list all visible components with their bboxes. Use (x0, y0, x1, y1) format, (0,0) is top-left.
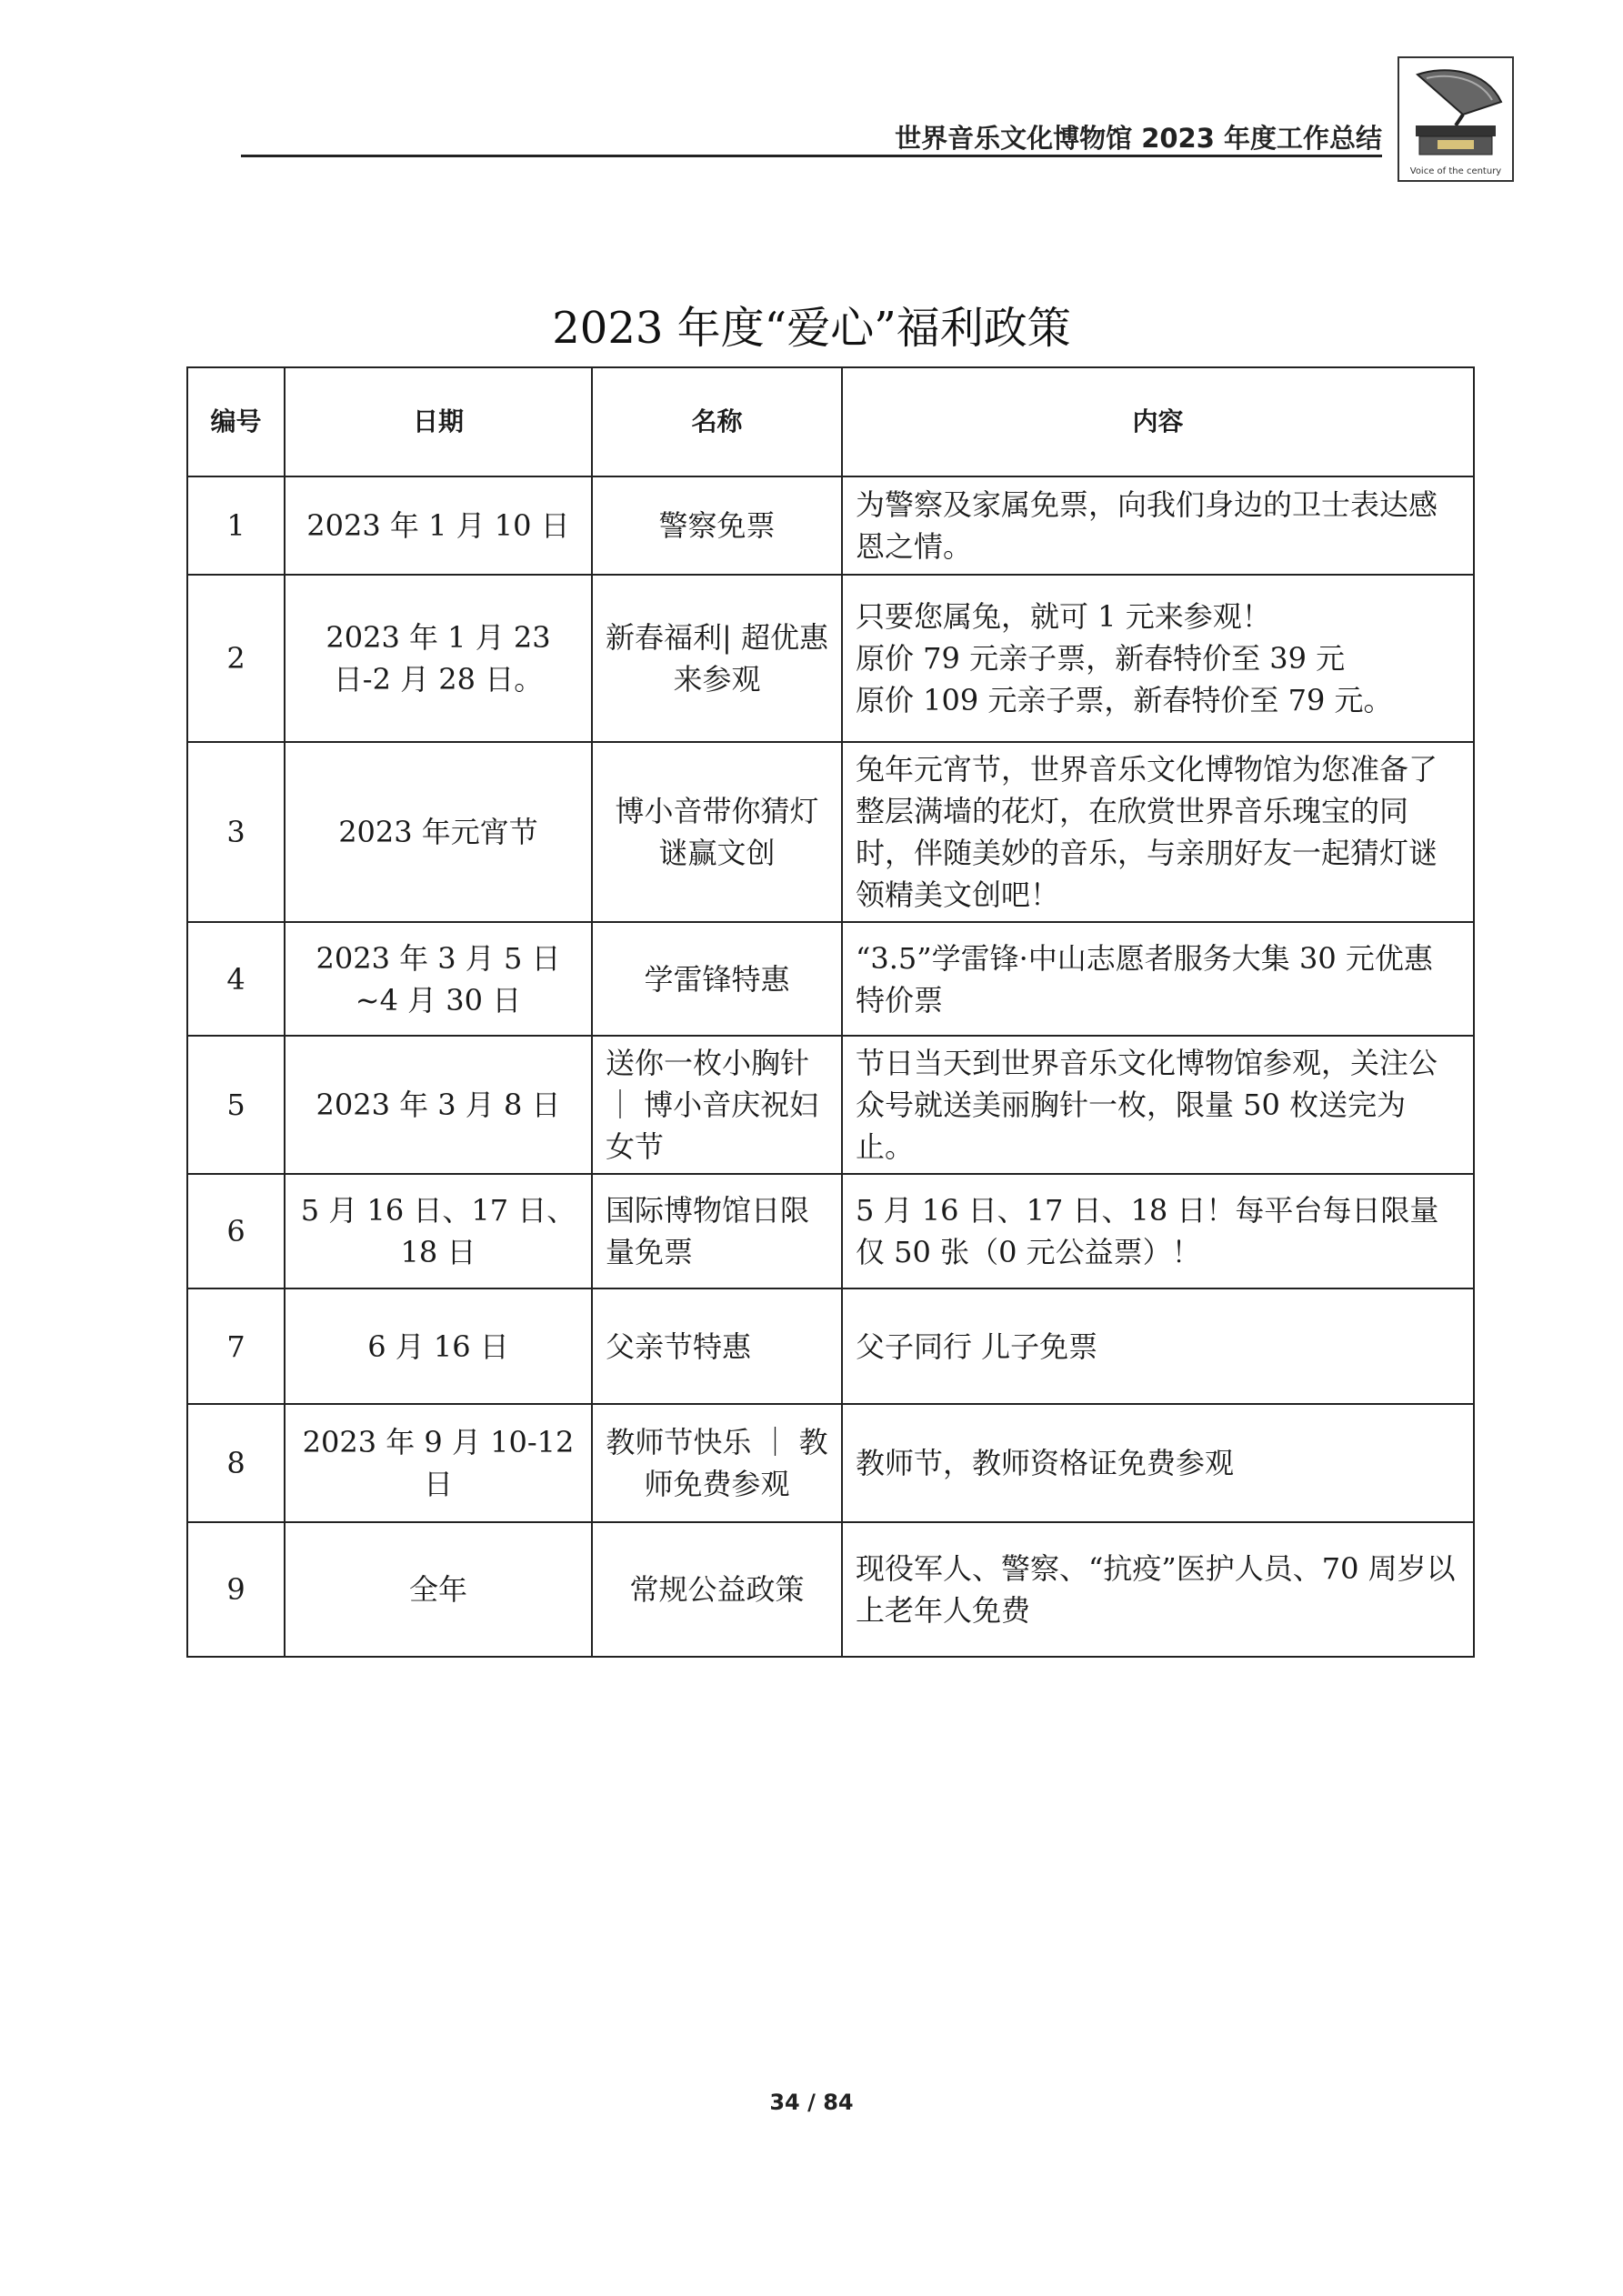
row-content: 兔年元宵节，世界音乐文化博物馆为您准备了整层满墙的花灯，在欣赏世界音乐瑰宝的同时，伴随美妙的音乐，与亲朋好友一起猜灯谜领精美文创吧！ (842, 742, 1474, 922)
row-name: 常规公益政策 (592, 1522, 842, 1657)
row-name: 博小音带你猜灯谜赢文创 (592, 742, 842, 922)
table-row (187, 476, 1474, 575)
column-header-number: 编号 (187, 367, 285, 476)
page-number: 34 / 84 (769, 2090, 854, 2115)
row-number: 8 (187, 1404, 285, 1522)
column-header-date: 日期 (285, 367, 592, 476)
row-number: 4 (187, 922, 285, 1036)
document-title: 2023 年度“爱心”福利政策 (552, 303, 1071, 354)
row-name: 学雷锋特惠 (592, 922, 842, 1036)
row-date: 5 月 16 日、17 日、18 日 (285, 1174, 592, 1288)
column-header-content: 内容 (842, 367, 1474, 476)
row-content: 5 月 16 日、17 日、18 日！每平台每日限量仅 50 张（0 元公益票）！ (842, 1174, 1474, 1288)
row-date: 2023 年 9 月 10-12 日 (285, 1404, 592, 1522)
row-name: 警察免票 (592, 476, 842, 575)
row-name: 新春福利| 超优惠来参观 (592, 575, 842, 742)
row-date: 6 月 16 日 (285, 1288, 592, 1404)
table-row (187, 742, 1474, 922)
row-name: 教师节快乐 ｜ 教师免费参观 (592, 1404, 842, 1522)
row-number: 6 (187, 1174, 285, 1288)
row-date: 2023 年元宵节 (285, 742, 592, 922)
gramophone-icon (1399, 58, 1512, 160)
row-content: 只要您属兔，就可 1 元来参观！ 原价 79 元亲子票，新春特价至 39 元 原价 109 元亲子票，新春特价至 79 元。 (842, 575, 1474, 742)
row-number: 2 (187, 575, 285, 742)
logo-caption: Voice of the century (1409, 166, 1502, 176)
welfare-policy-table (186, 366, 1475, 1658)
table-row (187, 922, 1474, 1036)
table-row (187, 1036, 1474, 1174)
table-row (187, 575, 1474, 742)
row-date: 2023 年 3 月 5 日~4 月 30 日 (285, 922, 592, 1036)
running-header-title: 世界音乐文化博物馆 2023 年度工作总结 (895, 123, 1382, 154)
row-content: 为警察及家属免票，向我们身边的卫士表达感恩之情。 (842, 476, 1474, 575)
row-number: 7 (187, 1288, 285, 1404)
row-content: 教师节，教师资格证免费参观 (842, 1404, 1474, 1522)
row-number: 1 (187, 476, 285, 575)
row-date: 2023 年 1 月 23 日-2 月 28 日。 (285, 575, 592, 742)
table-header-row (187, 367, 1474, 476)
row-content: “3.5”学雷锋·中山志愿者服务大集 30 元优惠特价票 (842, 922, 1474, 1036)
row-date: 2023 年 3 月 8 日 (285, 1036, 592, 1174)
header-divider (241, 155, 1382, 157)
table-row (187, 1174, 1474, 1288)
row-date: 2023 年 1 月 10 日 (285, 476, 592, 575)
row-content: 现役军人、警察、“抗疫”医护人员、70 周岁以上老年人免费 (842, 1522, 1474, 1657)
row-date: 全年 (285, 1522, 592, 1657)
row-number: 9 (187, 1522, 285, 1657)
row-name: 送你一枚小胸针 ｜ 博小音庆祝妇女节 (592, 1036, 842, 1174)
row-name: 国际博物馆日限量免票 (592, 1174, 842, 1288)
row-number: 5 (187, 1036, 285, 1174)
row-number: 3 (187, 742, 285, 922)
table-row (187, 1404, 1474, 1522)
table-row (187, 1288, 1474, 1404)
row-content: 节日当天到世界音乐文化博物馆参观，关注公众号就送美丽胸针一枚，限量 50 枚送完为止。 (842, 1036, 1474, 1174)
column-header-name: 名称 (592, 367, 842, 476)
row-content: 父子同行 儿子免票 (842, 1288, 1474, 1404)
table-row (187, 1522, 1474, 1657)
museum-logo (1398, 56, 1514, 182)
row-name: 父亲节特惠 (592, 1288, 842, 1404)
